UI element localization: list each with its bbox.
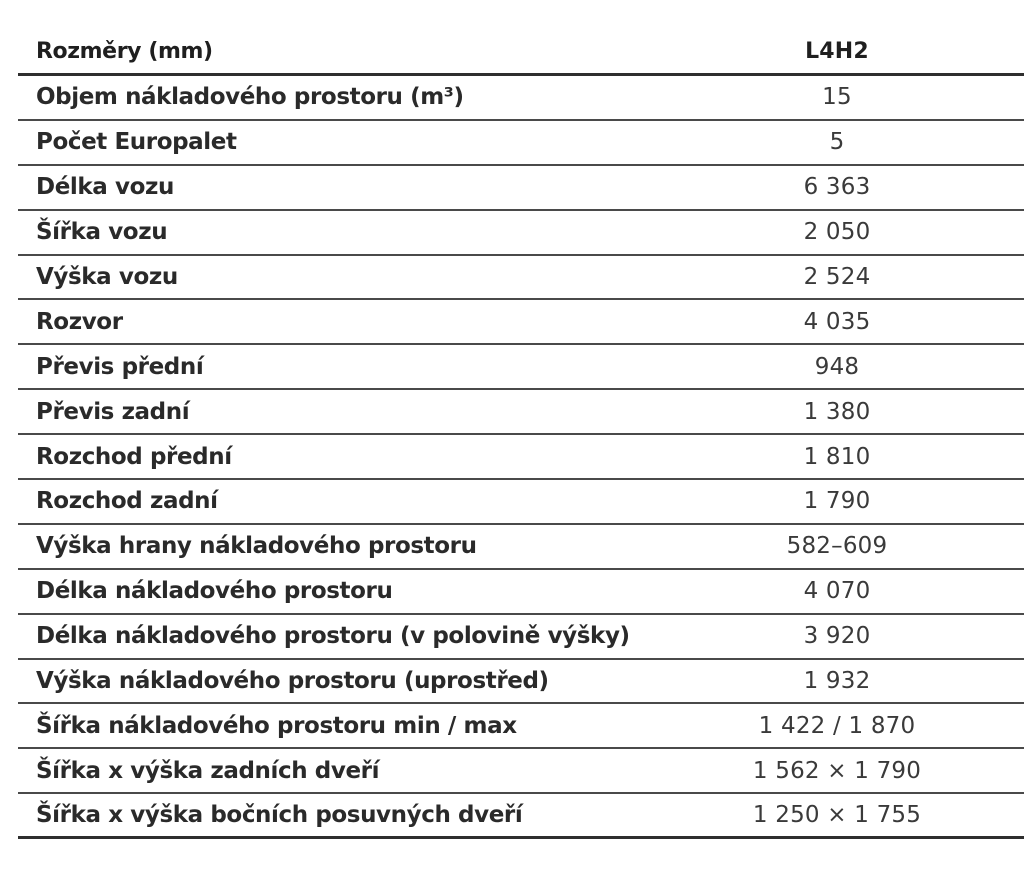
table-header-row [18, 30, 1024, 76]
table-row [18, 794, 1024, 839]
table-row [18, 615, 1024, 660]
row-value: 948 [814, 353, 860, 380]
header-label: Rozměry (mm) [36, 39, 213, 64]
row-label: Rozvor [36, 308, 123, 335]
row-label: Šířka nákladového prostoru min / max [36, 712, 517, 739]
row-value: 1 250 × 1 755 [752, 802, 922, 829]
table-row [18, 525, 1024, 570]
row-label: Délka vozu [36, 174, 174, 201]
row-label: Rozchod přední [36, 443, 232, 470]
row-value: 582–609 [786, 533, 888, 560]
row-label: Šířka vozu [36, 219, 168, 246]
row-value: 3 920 [803, 623, 871, 650]
row-label: Šířka x výška bočních posuvných dveří [36, 802, 523, 829]
table-row [18, 704, 1024, 749]
row-value: 15 [822, 84, 852, 111]
row-label: Rozchod zadní [36, 488, 218, 515]
dimensions-table [18, 30, 1024, 839]
table-row [18, 345, 1024, 390]
table-row [18, 435, 1024, 480]
table-row [18, 480, 1024, 525]
header-model: L4H2 [805, 39, 869, 64]
table-row [18, 166, 1024, 211]
table-row [18, 121, 1024, 166]
row-value: 2 524 [803, 264, 871, 290]
table-row [18, 211, 1024, 256]
row-label: Výška vozu [36, 264, 178, 290]
table-row [18, 76, 1024, 121]
row-value: 1 932 [803, 668, 871, 695]
row-value: 1 810 [803, 443, 871, 470]
row-label: Počet Europalet [36, 129, 237, 156]
row-value: 4 035 [803, 308, 871, 335]
row-value: 1 380 [803, 398, 871, 425]
row-label: Výška hrany nákladového prostoru [36, 533, 477, 560]
row-label: Délka nákladového prostoru (v polovině výšky) [36, 623, 630, 650]
table-row [18, 256, 1024, 301]
row-value: 5 [829, 129, 845, 156]
table-row [18, 749, 1024, 794]
row-value: 2 050 [803, 219, 871, 246]
row-label: Převis zadní [36, 398, 190, 425]
row-label: Šířka x výška zadních dveří [36, 757, 380, 784]
row-label: Délka nákladového prostoru [36, 578, 393, 605]
row-value: 1 790 [803, 488, 871, 515]
row-value: 1 422 / 1 870 [758, 712, 916, 739]
table-row [18, 300, 1024, 345]
row-value: 6 363 [803, 174, 871, 201]
table-row [18, 660, 1024, 705]
table-row [18, 390, 1024, 435]
row-value: 1 562 × 1 790 [752, 757, 922, 784]
row-label: Výška nákladového prostoru (uprostřed) [36, 668, 549, 695]
row-label: Objem nákladového prostoru (m³) [36, 84, 464, 111]
table-row [18, 570, 1024, 615]
row-value: 4 070 [803, 578, 871, 605]
row-label: Převis přední [36, 353, 204, 380]
